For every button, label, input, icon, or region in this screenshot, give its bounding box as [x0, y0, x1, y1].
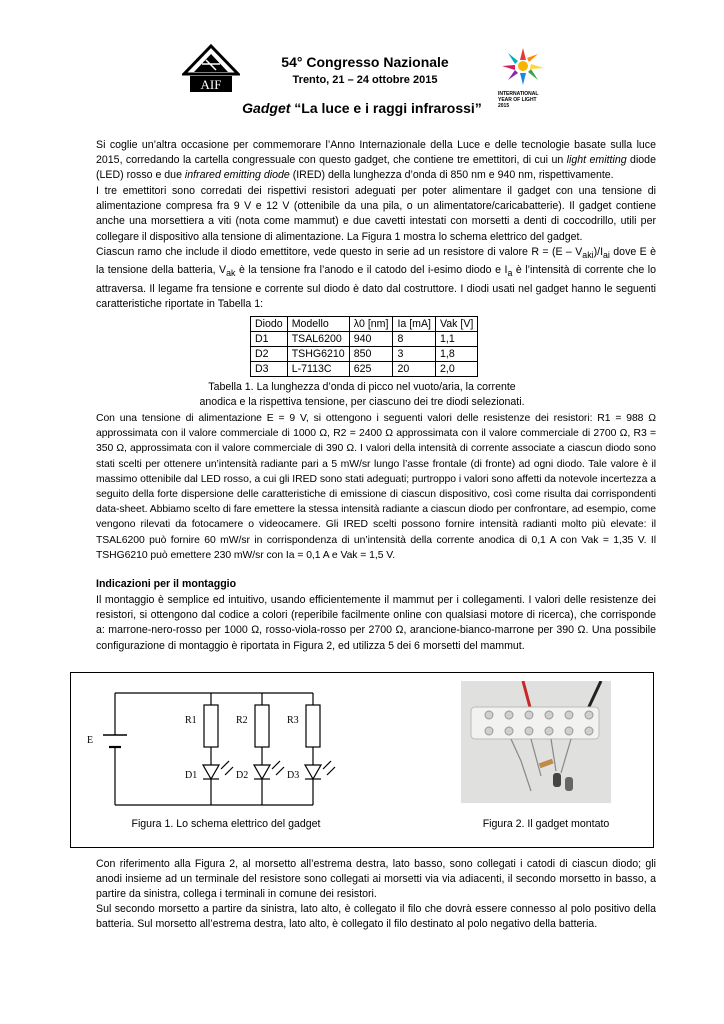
table-cell: D2: [251, 347, 288, 362]
iyl-text-1: INTERNATIONAL: [498, 91, 539, 97]
figure-1-caption: Figura 1. Lo schema elettrico del gadget: [131, 818, 321, 830]
results-paragraph: Con una tensione di alimentazione E = 9 V, si ottengono i seguenti valori delle resistenze dei resistori: R1 = 988 Ω approssimata con il valore commerciale di 1000 Ω, R2 = 2400 Ω approssimata con il valore commerciale di 2700 Ω, R3 = 350 Ω, approssimata con il valore commerciale di 390 Ω. I valori della intensità di corrente associate a ciascun diodo sono stati scelti per ottenere un’intensità radiante pari a 5 mW/sr lungo l’asse frontale (di fronte) ad ogni diodo. Tale valore è il massimo ottenibile dal LED rosso, a cui gli IRED sono stati adeguati; purtroppo i valori sono affetti da notevole incertezza a seguito della forte dispersione delle caratteristiche di emissione di ciascun dispositivo, così come risulta dai corrispondenti data-sheet. Abbiamo scelto di fare emettere la stessa intensità radiante a ciascun diodo per confrontare, ad esempio, come vengono rilevati da fotocamere o videocamere. Gli IRED scelti possono fornire intensità radianti molto più elevate: il TSAL6200 può fornire 60 mW/sr in corrispondenza di un’intensità della corrente anodica di 0,1 A con Vak = 1,35 V. Il TSHG6210 può emettere 230 mW/sr con Ia = 0,1 A e Vak = 1,5 V.: [96, 413, 656, 561]
intro-p3-sub1: aki: [582, 250, 594, 261]
table-cell: TSHG6210: [287, 347, 349, 362]
table-cell: D1: [251, 332, 288, 347]
closing-paragraph-1: Con riferimento alla Figura 2, al morsetto all’estrema destra, lato basso, sono collegati i catodi di ciascun diodo; gli anodi insieme ad un terminale del resistore sono collegati ai morsetti via via adiacenti, il secondo morsetto in basso, a partire da sinistra, collega i terminali in comune dei resistori.: [96, 858, 656, 901]
intro-p3-text-d: è la tensione fra l’anodo e il catodo del i-esimo diodo e I: [235, 264, 508, 277]
table-caption: [160, 380, 564, 409]
logo-text: AIF: [200, 77, 222, 92]
intro-p1-em2: infrared emitting diode: [184, 169, 290, 182]
intro-p3-text-e: è l’intensità di corrente che lo attraversa. Il legame fra tensione e corrente sul diodo è dato dal costruttore. I diodi usati nel gadget hanno le seguenti caratteristiche riportate in Tabella 1:: [96, 264, 656, 310]
intro-p3-sub4: a: [507, 268, 513, 279]
intro-paragraph-3: [96, 245, 656, 312]
table-cell: 20: [393, 362, 436, 377]
title-italic: Gadget: [242, 100, 291, 116]
table-cell: 850: [349, 347, 393, 362]
iyl-text-3: 2015: [498, 103, 510, 109]
table-header-cell: Modello: [287, 317, 349, 332]
table-cell: 8: [393, 332, 436, 347]
label-D1: D1: [185, 770, 198, 781]
table-cell: 1,1: [436, 332, 478, 347]
mounting-paragraph: Il montaggio è semplice ed intuitivo, usando efficientemente il mammut per i collegamenti. I valori delle resistenze dei resistori, si ottengono dal codice a colori (reperibile facilmente online con qualsiasi motore di ricerca), che corrisponde a: marrone-nero-rosso per 1000 Ω, rosso-viola-rosso per 2700 Ω, arancione-bianco-marrone per 390 Ω. Una possibile configurazione di montaggio è riportata in Figura 2, ed utilizza 5 dei 6 morsetti del mammut.: [96, 594, 656, 652]
figure-2-caption: Figura 2. Il gadget montato: [482, 818, 610, 830]
table-header-row: [251, 317, 478, 332]
table-cell: 3: [393, 347, 436, 362]
aif-logo: [182, 44, 240, 94]
mounting-heading: Indicazioni per il montaggio: [96, 578, 237, 590]
intro-p3-sub2: ai: [603, 250, 610, 261]
table-row: [251, 347, 478, 362]
diode-table: [250, 316, 478, 377]
iyl-logo: [498, 46, 548, 118]
label-R2: R2: [236, 715, 248, 726]
table-cell: TSAL6200: [287, 332, 349, 347]
congress-place-date: Trento, 21 – 24 ottobre 2015: [292, 74, 438, 86]
table-cell: 1,8: [436, 347, 478, 362]
intro-paragraph-1: [96, 138, 656, 184]
label-R3: R3: [287, 715, 299, 726]
table-header-cell: Diodo: [251, 317, 288, 332]
iyl-text-2: YEAR OF LIGHT: [498, 97, 537, 103]
circuit-diagram: [81, 685, 341, 809]
figures-box: [70, 672, 654, 848]
table-row: [251, 362, 478, 377]
congress-title: 54° Congresso Nazionale: [281, 54, 449, 70]
intro-paragraph-2: I tre emettitori sono corredati dei rispettivi resistori adeguati per poter alimentare il gadget con una tensione di alimentazione compresa fra 9 V e 12 V (ottenibile da una pila, o un alimentatore/caricabatterie). Il gadget contiene anche una morsettiera a viti (nota come mammut) e due cavetti intestati con morsetti a denti di coccodrillo, utili per collegare il dispositivo alla tensione di alimentazione. La Figura 1 mostra lo schema elettrico del gadget.: [96, 185, 656, 243]
intro-p3-text-a: Ciascun ramo che include il diodo emettitore, vede questo in serie ad un resistore di valore R = (E – V: [96, 246, 583, 258]
table-row: [251, 332, 478, 347]
label-R1: R1: [185, 715, 197, 726]
intro-p3-sub3: ak: [226, 268, 236, 279]
table-cell: 625: [349, 362, 393, 377]
intro-p1-text-c: (IRED) della lunghezza d’onda di 850 nm e 940 nm, rispettivamente.: [289, 169, 614, 182]
intro-p3-text-c: dove E è la tensione della batteria, V: [96, 246, 657, 277]
table-header-cell: Vak [V]: [436, 317, 478, 332]
intro-p3-text-b: )/I: [593, 246, 604, 258]
label-D2: D2: [236, 770, 249, 781]
table-cell: 2,0: [436, 362, 478, 377]
table-cell: L-7113C: [287, 362, 349, 377]
table-caption-line-1: Tabella 1. La lunghezza d’onda di picco nel vuoto/aria, la corrente: [208, 381, 516, 393]
intro-p1-text-b: diode (LED) rosso e due: [96, 154, 656, 182]
table-header-cell: Ia [mA]: [393, 317, 436, 332]
table-caption-line-2: anodica e la rispettiva tensione, per ciascuno dei tre diodi selezionati.: [199, 395, 525, 408]
label-D3: D3: [287, 770, 300, 781]
gadget-photo: [461, 681, 611, 803]
page-title: [230, 100, 494, 116]
intro-p1-em1: light emitting: [566, 154, 627, 167]
intro-p1-text-a: Si coglie un’altra occasione per commemorare l’Anno Internazionale della Luce e delle tecnologie basate sulla luce 2015, corredando la cartella congressuale con questo gadget, che contiene tre emettitori, di cui un: [96, 139, 656, 167]
table-cell: D3: [251, 362, 288, 377]
title-rest: “La luce e i raggi infrarossi”: [290, 100, 482, 116]
table-header-cell: λ0 [nm]: [349, 317, 393, 332]
table-cell: 940: [349, 332, 393, 347]
label-E: E: [87, 735, 94, 746]
closing-paragraph-2: Sul secondo morsetto a partire da sinistra, lato alto, è collegato il filo che dovrà essere connesso al polo positivo della batteria. Sul morsetto all’estrema destra, lato alto, è collegato il filo destinato al polo negativo della batteria.: [96, 903, 656, 931]
